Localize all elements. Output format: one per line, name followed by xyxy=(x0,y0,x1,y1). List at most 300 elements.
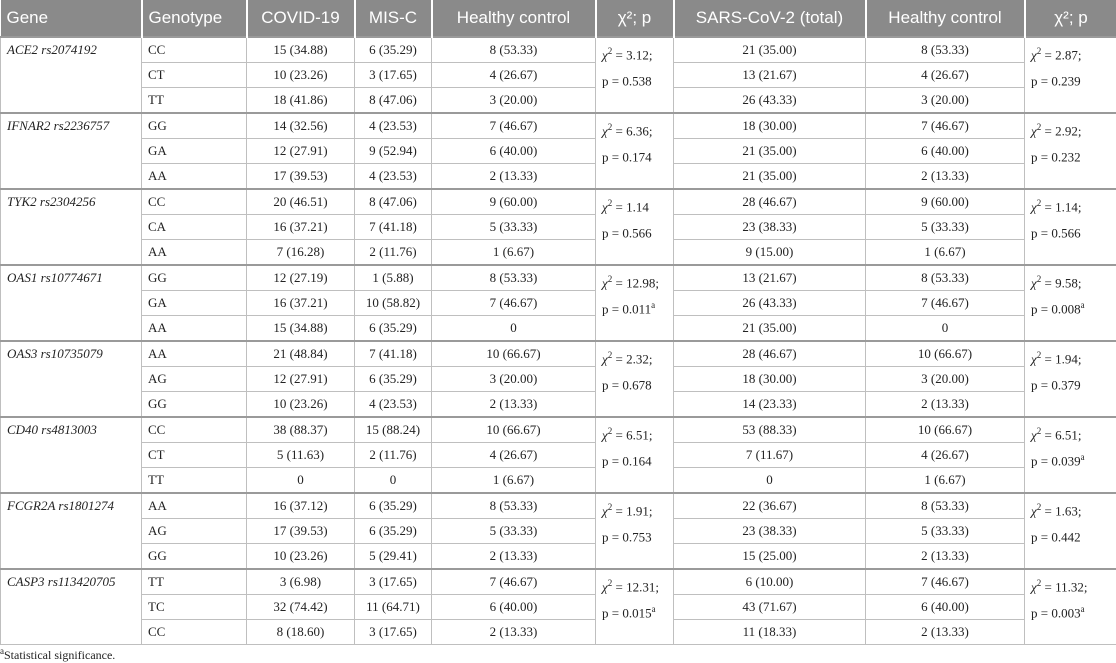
chi-equals: = xyxy=(612,427,627,443)
p-line xyxy=(1031,370,1110,396)
healthy-control-cell-1: 2 (13.33) xyxy=(432,620,596,645)
chi-exponent: 2 xyxy=(1036,46,1042,56)
chi-line xyxy=(602,268,667,294)
covid-cell: 12 (27.91) xyxy=(247,139,355,164)
p-line xyxy=(602,66,667,92)
healthy-control-cell-1: 3 (20.00) xyxy=(432,88,596,114)
sars-total-cell: 13 (21.67) xyxy=(674,265,866,291)
chi-symbol: χ xyxy=(602,351,608,367)
p-line xyxy=(602,598,667,624)
chi-exponent: 2 xyxy=(1036,350,1042,360)
chi-value: 2.92; xyxy=(1055,123,1082,139)
chi-exponent: 2 xyxy=(607,578,613,588)
p-value: p = 0.379 xyxy=(1031,377,1081,393)
table-row xyxy=(1,88,1116,114)
healthy-control-cell-2: 7 (46.67) xyxy=(866,569,1025,595)
covid-cell: 10 (23.26) xyxy=(247,63,355,88)
table-row xyxy=(1,620,1116,645)
chi-line xyxy=(602,192,667,218)
genotype-cell: GA xyxy=(142,291,247,316)
chi-value: 1.63; xyxy=(1055,503,1082,519)
misc-cell: 6 (35.29) xyxy=(355,367,432,392)
covid-cell: 18 (41.86) xyxy=(247,88,355,114)
header-genotype: Genotype xyxy=(142,0,247,37)
p-line xyxy=(602,370,667,396)
healthy-control-cell-2: 1 (6.67) xyxy=(866,240,1025,266)
chi-equals: = xyxy=(612,503,627,519)
chi-equals: = xyxy=(1041,199,1056,215)
genotype-cell: GA xyxy=(142,139,247,164)
chi-equals: = xyxy=(1041,427,1056,443)
chi-line xyxy=(1031,40,1110,66)
healthy-control-cell-2: 6 (40.00) xyxy=(866,595,1025,620)
chi-symbol: χ xyxy=(602,123,608,139)
genotype-cell: TT xyxy=(142,468,247,494)
genotype-cell: AA xyxy=(142,164,247,190)
misc-cell: 3 (17.65) xyxy=(355,63,432,88)
chi-line xyxy=(1031,192,1110,218)
misc-cell: 4 (23.53) xyxy=(355,392,432,418)
sars-total-cell: 15 (25.00) xyxy=(674,544,866,570)
chi-exponent: 2 xyxy=(607,198,613,208)
sars-total-cell: 18 (30.00) xyxy=(674,113,866,139)
chi-line xyxy=(602,40,667,66)
table-row xyxy=(1,215,1116,240)
covid-cell: 16 (37.21) xyxy=(247,215,355,240)
sars-total-cell: 53 (88.33) xyxy=(674,417,866,443)
chi-p-cell-2 xyxy=(1025,265,1116,341)
covid-cell: 10 (23.26) xyxy=(247,392,355,418)
p-value: p = 0.538 xyxy=(602,73,652,89)
healthy-control-cell-2: 3 (20.00) xyxy=(866,88,1025,114)
chi-line xyxy=(1031,344,1110,370)
table-row xyxy=(1,392,1116,418)
chi-value: 6.36; xyxy=(626,123,653,139)
healthy-control-cell-2: 1 (6.67) xyxy=(866,468,1025,494)
chi-equals: = xyxy=(1041,123,1056,139)
covid-cell: 14 (32.56) xyxy=(247,113,355,139)
chi-p-cell-1 xyxy=(596,493,674,569)
p-line xyxy=(1031,446,1110,472)
covid-cell: 20 (46.51) xyxy=(247,189,355,215)
misc-cell: 10 (58.82) xyxy=(355,291,432,316)
chi-p-cell-1 xyxy=(596,113,674,189)
chi-p-cell-2 xyxy=(1025,37,1116,113)
genotype-cell: GG xyxy=(142,265,247,291)
chi-equals: = xyxy=(612,47,627,63)
sars-total-cell: 11 (18.33) xyxy=(674,620,866,645)
p-value: p = 0.239 xyxy=(1031,73,1081,89)
chi-value: 1.91; xyxy=(626,503,653,519)
healthy-control-cell-1: 7 (46.67) xyxy=(432,291,596,316)
chi-equals: = xyxy=(1041,275,1056,291)
covid-cell: 10 (23.26) xyxy=(247,544,355,570)
header-chi-p-2: χ²; p xyxy=(1025,0,1116,37)
healthy-control-cell-1: 2 (13.33) xyxy=(432,164,596,190)
misc-cell: 7 (41.18) xyxy=(355,341,432,367)
covid-cell: 17 (39.53) xyxy=(247,519,355,544)
healthy-control-cell-1: 5 (33.33) xyxy=(432,519,596,544)
table-row xyxy=(1,316,1116,342)
p-value: p = 0.442 xyxy=(1031,529,1081,545)
header-healthy-control-1: Healthy control xyxy=(432,0,596,37)
table-body xyxy=(1,37,1116,645)
sars-total-cell: 0 xyxy=(674,468,866,494)
chi-equals: = xyxy=(612,579,627,595)
header-chi-p-1: χ²; p xyxy=(596,0,674,37)
chi-exponent: 2 xyxy=(607,426,613,436)
p-value: p = 0.164 xyxy=(602,453,652,469)
chi-value: 1.94; xyxy=(1055,351,1082,367)
chi-exponent: 2 xyxy=(1036,198,1042,208)
table-row xyxy=(1,189,1116,215)
healthy-control-cell-2: 10 (66.67) xyxy=(866,341,1025,367)
chi-symbol: χ xyxy=(602,47,608,63)
covid-cell: 8 (18.60) xyxy=(247,620,355,645)
p-line xyxy=(602,294,667,320)
covid-cell: 32 (74.42) xyxy=(247,595,355,620)
misc-cell: 1 (5.88) xyxy=(355,265,432,291)
genotype-cell: GG xyxy=(142,544,247,570)
covid-cell: 15 (34.88) xyxy=(247,316,355,342)
table-row xyxy=(1,291,1116,316)
chi-p-cell-1 xyxy=(596,265,674,341)
p-line xyxy=(1031,66,1110,92)
table-row xyxy=(1,544,1116,570)
significance-mark: a xyxy=(1080,300,1085,311)
chi-line xyxy=(1031,116,1110,142)
chi-symbol: χ xyxy=(602,199,608,215)
chi-exponent: 2 xyxy=(1036,426,1042,436)
misc-cell: 2 (11.76) xyxy=(355,443,432,468)
table-row xyxy=(1,367,1116,392)
healthy-control-cell-1: 4 (26.67) xyxy=(432,443,596,468)
table-row xyxy=(1,113,1116,139)
chi-line xyxy=(602,116,667,142)
covid-cell: 0 xyxy=(247,468,355,494)
sars-total-cell: 21 (35.00) xyxy=(674,164,866,190)
healthy-control-cell-1: 7 (46.67) xyxy=(432,113,596,139)
sars-total-cell: 14 (23.33) xyxy=(674,392,866,418)
footnote-text: Statistical significance. xyxy=(4,648,116,662)
healthy-control-cell-2: 6 (40.00) xyxy=(866,139,1025,164)
chi-p-cell-2 xyxy=(1025,569,1116,645)
chi-line xyxy=(1031,572,1110,598)
sars-total-cell: 6 (10.00) xyxy=(674,569,866,595)
healthy-control-cell-2: 5 (33.33) xyxy=(866,215,1025,240)
healthy-control-cell-2: 8 (53.33) xyxy=(866,37,1025,63)
chi-symbol: χ xyxy=(602,427,608,443)
table-row xyxy=(1,569,1116,595)
misc-cell: 9 (52.94) xyxy=(355,139,432,164)
sars-total-cell: 28 (46.67) xyxy=(674,341,866,367)
p-value: p = 0.174 xyxy=(602,149,652,165)
chi-value: 9.58; xyxy=(1055,275,1082,291)
chi-symbol: χ xyxy=(1031,427,1037,443)
healthy-control-cell-2: 7 (46.67) xyxy=(866,113,1025,139)
genotype-cell: AA xyxy=(142,240,247,266)
chi-value: 1.14 xyxy=(626,199,649,215)
healthy-control-cell-1: 10 (66.67) xyxy=(432,341,596,367)
genotype-cell: AA xyxy=(142,316,247,342)
gene-cell: CD40 rs4813003 xyxy=(1,417,142,493)
chi-exponent: 2 xyxy=(607,274,613,284)
header-gene: Gene xyxy=(1,0,142,37)
covid-cell: 38 (88.37) xyxy=(247,417,355,443)
table-row xyxy=(1,417,1116,443)
chi-p-cell-1 xyxy=(596,37,674,113)
genotype-cell: TC xyxy=(142,595,247,620)
sars-total-cell: 21 (35.00) xyxy=(674,316,866,342)
misc-cell: 3 (17.65) xyxy=(355,569,432,595)
covid-cell: 5 (11.63) xyxy=(247,443,355,468)
covid-cell: 3 (6.98) xyxy=(247,569,355,595)
healthy-control-cell-2: 4 (26.67) xyxy=(866,63,1025,88)
chi-line xyxy=(1031,496,1110,522)
misc-cell: 0 xyxy=(355,468,432,494)
healthy-control-cell-1: 4 (26.67) xyxy=(432,63,596,88)
healthy-control-cell-2: 0 xyxy=(866,316,1025,342)
sars-total-cell: 9 (15.00) xyxy=(674,240,866,266)
gene-cell: FCGR2A rs1801274 xyxy=(1,493,142,569)
gene-cell: TYK2 rs2304256 xyxy=(1,189,142,265)
chi-line xyxy=(602,420,667,446)
chi-p-cell-1 xyxy=(596,417,674,493)
misc-cell: 5 (29.41) xyxy=(355,544,432,570)
chi-value: 6.51; xyxy=(1055,427,1082,443)
p-value: p = 0.039 xyxy=(1031,453,1081,469)
misc-cell: 4 (23.53) xyxy=(355,113,432,139)
sars-total-cell: 26 (43.33) xyxy=(674,291,866,316)
table-row xyxy=(1,265,1116,291)
table-row xyxy=(1,164,1116,190)
p-value: p = 0.566 xyxy=(1031,225,1081,241)
chi-p-cell-2 xyxy=(1025,341,1116,417)
p-line xyxy=(602,142,667,168)
chi-symbol: χ xyxy=(602,275,608,291)
significance-mark: a xyxy=(1080,604,1085,615)
chi-exponent: 2 xyxy=(607,502,613,512)
chi-equals: = xyxy=(1041,47,1056,63)
header-healthy-control-2: Healthy control xyxy=(866,0,1025,37)
chi-equals: = xyxy=(1041,579,1056,595)
chi-value: 2.32; xyxy=(626,351,653,367)
chi-exponent: 2 xyxy=(607,122,613,132)
covid-cell: 16 (37.12) xyxy=(247,493,355,519)
sars-total-cell: 13 (21.67) xyxy=(674,63,866,88)
healthy-control-cell-1: 3 (20.00) xyxy=(432,367,596,392)
chi-symbol: χ xyxy=(1031,503,1037,519)
gene-cell: ACE2 rs2074192 xyxy=(1,37,142,113)
healthy-control-cell-2: 5 (33.33) xyxy=(866,519,1025,544)
genotype-cell: CT xyxy=(142,63,247,88)
header-row xyxy=(1,0,1116,37)
table-row xyxy=(1,595,1116,620)
misc-cell: 2 (11.76) xyxy=(355,240,432,266)
genotype-cell: CA xyxy=(142,215,247,240)
chi-line xyxy=(602,344,667,370)
chi-p-cell-2 xyxy=(1025,493,1116,569)
p-value: p = 0.678 xyxy=(602,377,652,393)
gene-cell: IFNAR2 rs2236757 xyxy=(1,113,142,189)
covid-cell: 7 (16.28) xyxy=(247,240,355,266)
chi-exponent: 2 xyxy=(1036,578,1042,588)
sars-total-cell: 7 (11.67) xyxy=(674,443,866,468)
genotype-cell: CC xyxy=(142,189,247,215)
table-row xyxy=(1,63,1116,88)
misc-cell: 3 (17.65) xyxy=(355,620,432,645)
misc-cell: 6 (35.29) xyxy=(355,519,432,544)
healthy-control-cell-1: 10 (66.67) xyxy=(432,417,596,443)
p-line xyxy=(1031,294,1110,320)
chi-value: 3.12; xyxy=(626,47,653,63)
chi-symbol: χ xyxy=(1031,275,1037,291)
genotype-cell: GG xyxy=(142,392,247,418)
chi-equals: = xyxy=(1041,351,1056,367)
covid-cell: 12 (27.91) xyxy=(247,367,355,392)
healthy-control-cell-2: 2 (13.33) xyxy=(866,620,1025,645)
table-row xyxy=(1,240,1116,266)
chi-value: 12.98; xyxy=(626,275,659,291)
header-covid: COVID-19 xyxy=(247,0,355,37)
chi-line xyxy=(602,572,667,598)
healthy-control-cell-1: 2 (13.33) xyxy=(432,544,596,570)
healthy-control-cell-1: 6 (40.00) xyxy=(432,595,596,620)
table-row xyxy=(1,519,1116,544)
chi-equals: = xyxy=(612,123,627,139)
misc-cell: 4 (23.53) xyxy=(355,164,432,190)
misc-cell: 7 (41.18) xyxy=(355,215,432,240)
header-misc: MIS-C xyxy=(355,0,432,37)
genotype-cell: GG xyxy=(142,113,247,139)
chi-line xyxy=(602,496,667,522)
chi-p-cell-2 xyxy=(1025,113,1116,189)
p-line xyxy=(1031,142,1110,168)
healthy-control-cell-2: 4 (26.67) xyxy=(866,443,1025,468)
significance-mark: a xyxy=(651,300,656,311)
misc-cell: 8 (47.06) xyxy=(355,189,432,215)
chi-p-cell-1 xyxy=(596,569,674,645)
gene-cell: OAS3 rs10735079 xyxy=(1,341,142,417)
covid-cell: 16 (37.21) xyxy=(247,291,355,316)
chi-p-cell-1 xyxy=(596,341,674,417)
sars-total-cell: 22 (36.67) xyxy=(674,493,866,519)
healthy-control-cell-2: 7 (46.67) xyxy=(866,291,1025,316)
p-value: p = 0.011 xyxy=(602,301,652,317)
table-row xyxy=(1,493,1116,519)
misc-cell: 6 (35.29) xyxy=(355,37,432,63)
healthy-control-cell-2: 2 (13.33) xyxy=(866,164,1025,190)
chi-equals: = xyxy=(1041,503,1056,519)
covid-cell: 12 (27.19) xyxy=(247,265,355,291)
genotype-cell: CC xyxy=(142,417,247,443)
covid-cell: 21 (48.84) xyxy=(247,341,355,367)
chi-equals: = xyxy=(612,275,627,291)
table-row xyxy=(1,37,1116,63)
sars-total-cell: 43 (71.67) xyxy=(674,595,866,620)
table-row xyxy=(1,139,1116,164)
chi-exponent: 2 xyxy=(607,46,613,56)
p-value: p = 0.232 xyxy=(1031,149,1081,165)
chi-symbol: χ xyxy=(1031,123,1037,139)
p-line xyxy=(602,218,667,244)
p-line xyxy=(602,522,667,548)
healthy-control-cell-1: 1 (6.67) xyxy=(432,468,596,494)
healthy-control-cell-1: 0 xyxy=(432,316,596,342)
chi-value: 12.31; xyxy=(626,579,659,595)
misc-cell: 6 (35.29) xyxy=(355,316,432,342)
chi-value: 6.51; xyxy=(626,427,653,443)
healthy-control-cell-1: 7 (46.67) xyxy=(432,569,596,595)
significance-mark: a xyxy=(651,604,656,615)
chi-exponent: 2 xyxy=(1036,274,1042,284)
genotype-cell: TT xyxy=(142,88,247,114)
chi-exponent: 2 xyxy=(607,350,613,360)
chi-exponent: 2 xyxy=(1036,122,1042,132)
p-value: p = 0.008 xyxy=(1031,301,1081,317)
healthy-control-cell-1: 6 (40.00) xyxy=(432,139,596,164)
p-value: p = 0.003 xyxy=(1031,605,1081,621)
chi-exponent: 2 xyxy=(1036,502,1042,512)
misc-cell: 6 (35.29) xyxy=(355,493,432,519)
chi-p-cell-1 xyxy=(596,189,674,265)
chi-symbol: χ xyxy=(1031,199,1037,215)
p-line xyxy=(1031,522,1110,548)
chi-symbol: χ xyxy=(1031,579,1037,595)
footnote xyxy=(0,646,115,663)
sars-total-cell: 28 (46.67) xyxy=(674,189,866,215)
chi-symbol: χ xyxy=(602,579,608,595)
healthy-control-cell-2: 2 (13.33) xyxy=(866,544,1025,570)
chi-p-cell-2 xyxy=(1025,189,1116,265)
healthy-control-cell-2: 8 (53.33) xyxy=(866,493,1025,519)
p-value: p = 0.566 xyxy=(602,225,652,241)
chi-equals: = xyxy=(612,199,627,215)
chi-p-cell-2 xyxy=(1025,417,1116,493)
genotype-cell: TT xyxy=(142,569,247,595)
covid-cell: 17 (39.53) xyxy=(247,164,355,190)
genotype-cell: AA xyxy=(142,493,247,519)
healthy-control-cell-2: 9 (60.00) xyxy=(866,189,1025,215)
table-row xyxy=(1,443,1116,468)
footnote-mark: a xyxy=(0,646,4,656)
genotype-cell: CT xyxy=(142,443,247,468)
healthy-control-cell-1: 9 (60.00) xyxy=(432,189,596,215)
chi-value: 1.14; xyxy=(1055,199,1082,215)
table-row xyxy=(1,341,1116,367)
healthy-control-cell-1: 1 (6.67) xyxy=(432,240,596,266)
chi-symbol: χ xyxy=(1031,351,1037,367)
sars-total-cell: 21 (35.00) xyxy=(674,139,866,164)
chi-equals: = xyxy=(612,351,627,367)
genotype-cell: AG xyxy=(142,367,247,392)
p-line xyxy=(1031,218,1110,244)
chi-line xyxy=(1031,420,1110,446)
healthy-control-cell-1: 2 (13.33) xyxy=(432,392,596,418)
sars-total-cell: 18 (30.00) xyxy=(674,367,866,392)
p-value: p = 0.753 xyxy=(602,529,652,545)
healthy-control-cell-1: 8 (53.33) xyxy=(432,265,596,291)
p-line xyxy=(1031,598,1110,624)
chi-value: 2.87; xyxy=(1055,47,1082,63)
healthy-control-cell-2: 10 (66.67) xyxy=(866,417,1025,443)
genotype-cell: AG xyxy=(142,519,247,544)
chi-value: 11.32; xyxy=(1055,579,1088,595)
covid-cell: 15 (34.88) xyxy=(247,37,355,63)
healthy-control-cell-1: 5 (33.33) xyxy=(432,215,596,240)
sars-total-cell: 26 (43.33) xyxy=(674,88,866,114)
gene-cell: OAS1 rs10774671 xyxy=(1,265,142,341)
